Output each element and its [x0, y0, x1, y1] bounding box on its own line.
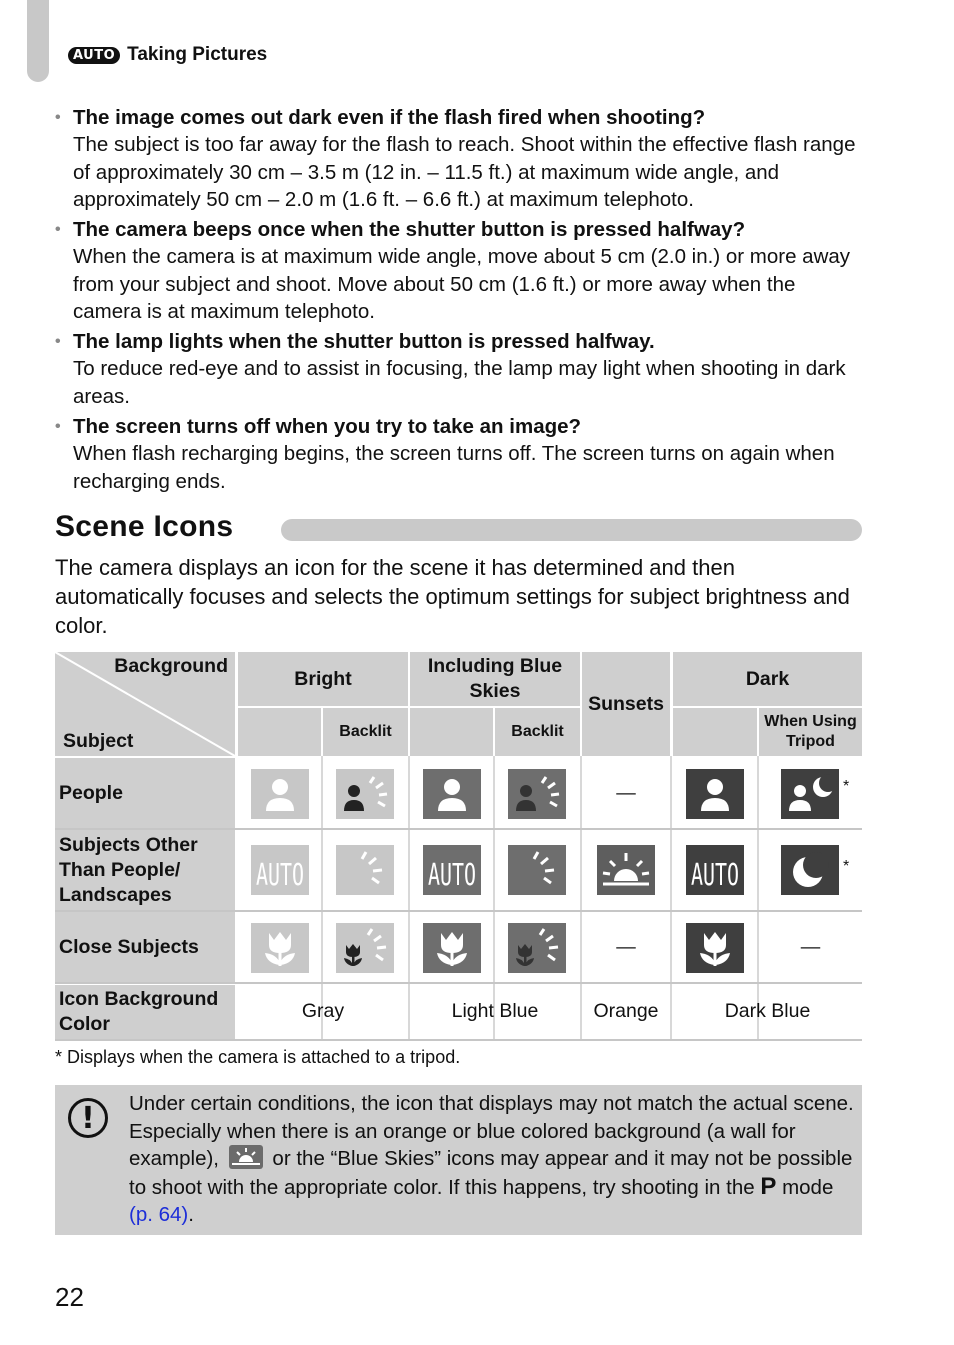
chapter-tab-marker [27, 0, 49, 82]
qa-question [55, 104, 865, 131]
caution-note [55, 1085, 862, 1235]
person-dark-icon [686, 769, 744, 819]
close-sunsets-dash: — [616, 935, 636, 958]
qa-answer: To reduce red-eye and to assist in focusing, the lamp may light when shooting in dark areas. [73, 357, 846, 408]
dark-empty-subheader [673, 708, 757, 756]
qa-item-1 [55, 104, 865, 214]
col-bright-header: Bright [238, 652, 408, 706]
color-gray-cell: Gray [301, 1000, 345, 1022]
section-heading-row [55, 510, 862, 550]
p-mode-icon: P [760, 1172, 777, 1200]
col-blue-skies-header: Including Blue Skies [410, 652, 580, 706]
bright-backlit-subheader: Backlit [323, 708, 408, 756]
macro-backlit-icon [336, 923, 394, 973]
macro-blue-backlit-icon [508, 923, 566, 973]
row-bg-color-label: Icon Background Color [55, 985, 235, 1039]
grid-line [55, 910, 862, 912]
tripod-asterisk: * [843, 778, 850, 795]
grid-line [670, 756, 672, 1040]
corner-subject-label: Subject [63, 730, 134, 752]
note-text-part: Under certain conditions, the icon that displays may not match the actual scene. Especially when there is an orange or blue colored background (a wall for example), [129, 1092, 854, 1170]
macro-dark-icon [686, 923, 744, 973]
bullet-icon: • [55, 109, 61, 126]
question-text: The camera beeps once when the shutter button is pressed halfway? [73, 218, 746, 241]
person-icon [251, 769, 309, 819]
question-text: The screen turns off when you try to take an image? [73, 415, 582, 438]
person-blue-skies-icon [423, 769, 481, 819]
tripod-asterisk: * [843, 858, 850, 875]
page-64-link[interactable]: (p. 64) [129, 1203, 189, 1226]
dark-tripod-subheader: When Using Tripod [759, 708, 862, 756]
col-dark-header: Dark [673, 652, 862, 706]
person-night-tripod-icon [781, 769, 839, 819]
auto-icon [251, 845, 309, 895]
auto-blue-skies-icon [423, 845, 481, 895]
color-light-blue-cell: Light Blue [451, 1000, 539, 1022]
grid-line [55, 828, 862, 830]
page-header [68, 44, 267, 66]
section-title: Scene Icons [55, 510, 234, 543]
row-people-label: People [55, 758, 235, 828]
section-intro: The camera displays an icon for the scene it has determined and then automatically focuses and selects the optimum settings for subject brightness and color. [55, 555, 850, 638]
macro-icon [251, 923, 309, 973]
blue-backlit-subheader: Backlit [495, 708, 580, 756]
page-number: 22 [55, 1282, 84, 1312]
bullet-icon: • [55, 333, 61, 350]
row-other-subjects-label: Subjects Other Than People/ Landscapes [55, 830, 235, 910]
person-backlit-icon [336, 769, 394, 819]
exclamation-icon: ! [68, 1098, 108, 1138]
note-text-part: mode [782, 1175, 834, 1199]
header-title: Taking Pictures [127, 44, 268, 65]
bright-empty-subheader [238, 708, 321, 756]
qa-item-4 [55, 413, 865, 495]
row-close-subjects-label: Close Subjects [55, 912, 235, 982]
qa-answer: When the camera is at maximum wide angle, move about 5 cm (2.0 in.) or more away from your subject and shoot. Move about 50 cm (1.6 ft.) or more away when the camera is at maximum telephoto. [73, 245, 851, 323]
heading-decor-bar [281, 519, 862, 541]
question-text: The lamp lights when the shutter button is pressed halfway. [73, 330, 655, 353]
qa-answer: The subject is too far away for the flash to reach. Shoot within the effective flash range of approximately 30 cm – 3.5 m (12 in. – 11.5 ft.) at maximum wide angle, and approximately 50 cm – 2.0 m (1.6 ft. – 6.6 ft.) at maximum telephoto. [73, 133, 856, 211]
qa-item-2 [55, 216, 865, 326]
color-dark-blue-cell: Dark Blue [724, 1000, 811, 1022]
sunset-icon [597, 845, 655, 895]
caution-text [129, 1090, 857, 1229]
bullet-icon: • [55, 418, 61, 435]
note-text-part: or the “Blue Skies” icons may appear and it may not be possible to shoot with the appropriate color. If this happens, try shooting in the [129, 1147, 853, 1199]
macro-blue-skies-icon [423, 923, 481, 973]
corner-header-cell [55, 652, 235, 756]
qa-item-3 [55, 328, 865, 410]
bullet-icon: • [55, 221, 61, 238]
qa-question [55, 413, 865, 440]
svg-text:AUTO: AUTO [691, 858, 739, 893]
people-sunsets-dash: — [616, 781, 636, 804]
svg-text:AUTO: AUTO [256, 858, 304, 893]
blue-backlit-icon [508, 845, 566, 895]
night-tripod-icon [781, 845, 839, 895]
tripod-footnote: * Displays when the camera is attached to a tripod. [55, 1047, 461, 1067]
qa-answer: When flash recharging begins, the screen turns off. The screen turns on again when recharging ends. [73, 442, 835, 493]
backlit-icon [336, 845, 394, 895]
scene-icons-table [55, 652, 862, 1041]
sunset-inline-icon [229, 1145, 263, 1169]
note-text-part: . [188, 1203, 194, 1226]
col-sunsets-header: Sunsets [582, 652, 670, 756]
grid-line [55, 1039, 862, 1041]
qa-question [55, 216, 865, 243]
corner-background-label: Background [114, 655, 228, 677]
svg-text:AUTO: AUTO [428, 858, 476, 893]
color-orange-cell: Orange [593, 1000, 659, 1022]
person-blue-backlit-icon [508, 769, 566, 819]
close-tripod-dash: — [800, 935, 821, 958]
blue-empty-subheader [410, 708, 493, 756]
auto-mode-badge: AUTO [68, 47, 120, 64]
qa-question [55, 328, 865, 355]
auto-dark-icon [686, 845, 744, 895]
question-text: The image comes out dark even if the flash fired when shooting? [73, 106, 706, 129]
